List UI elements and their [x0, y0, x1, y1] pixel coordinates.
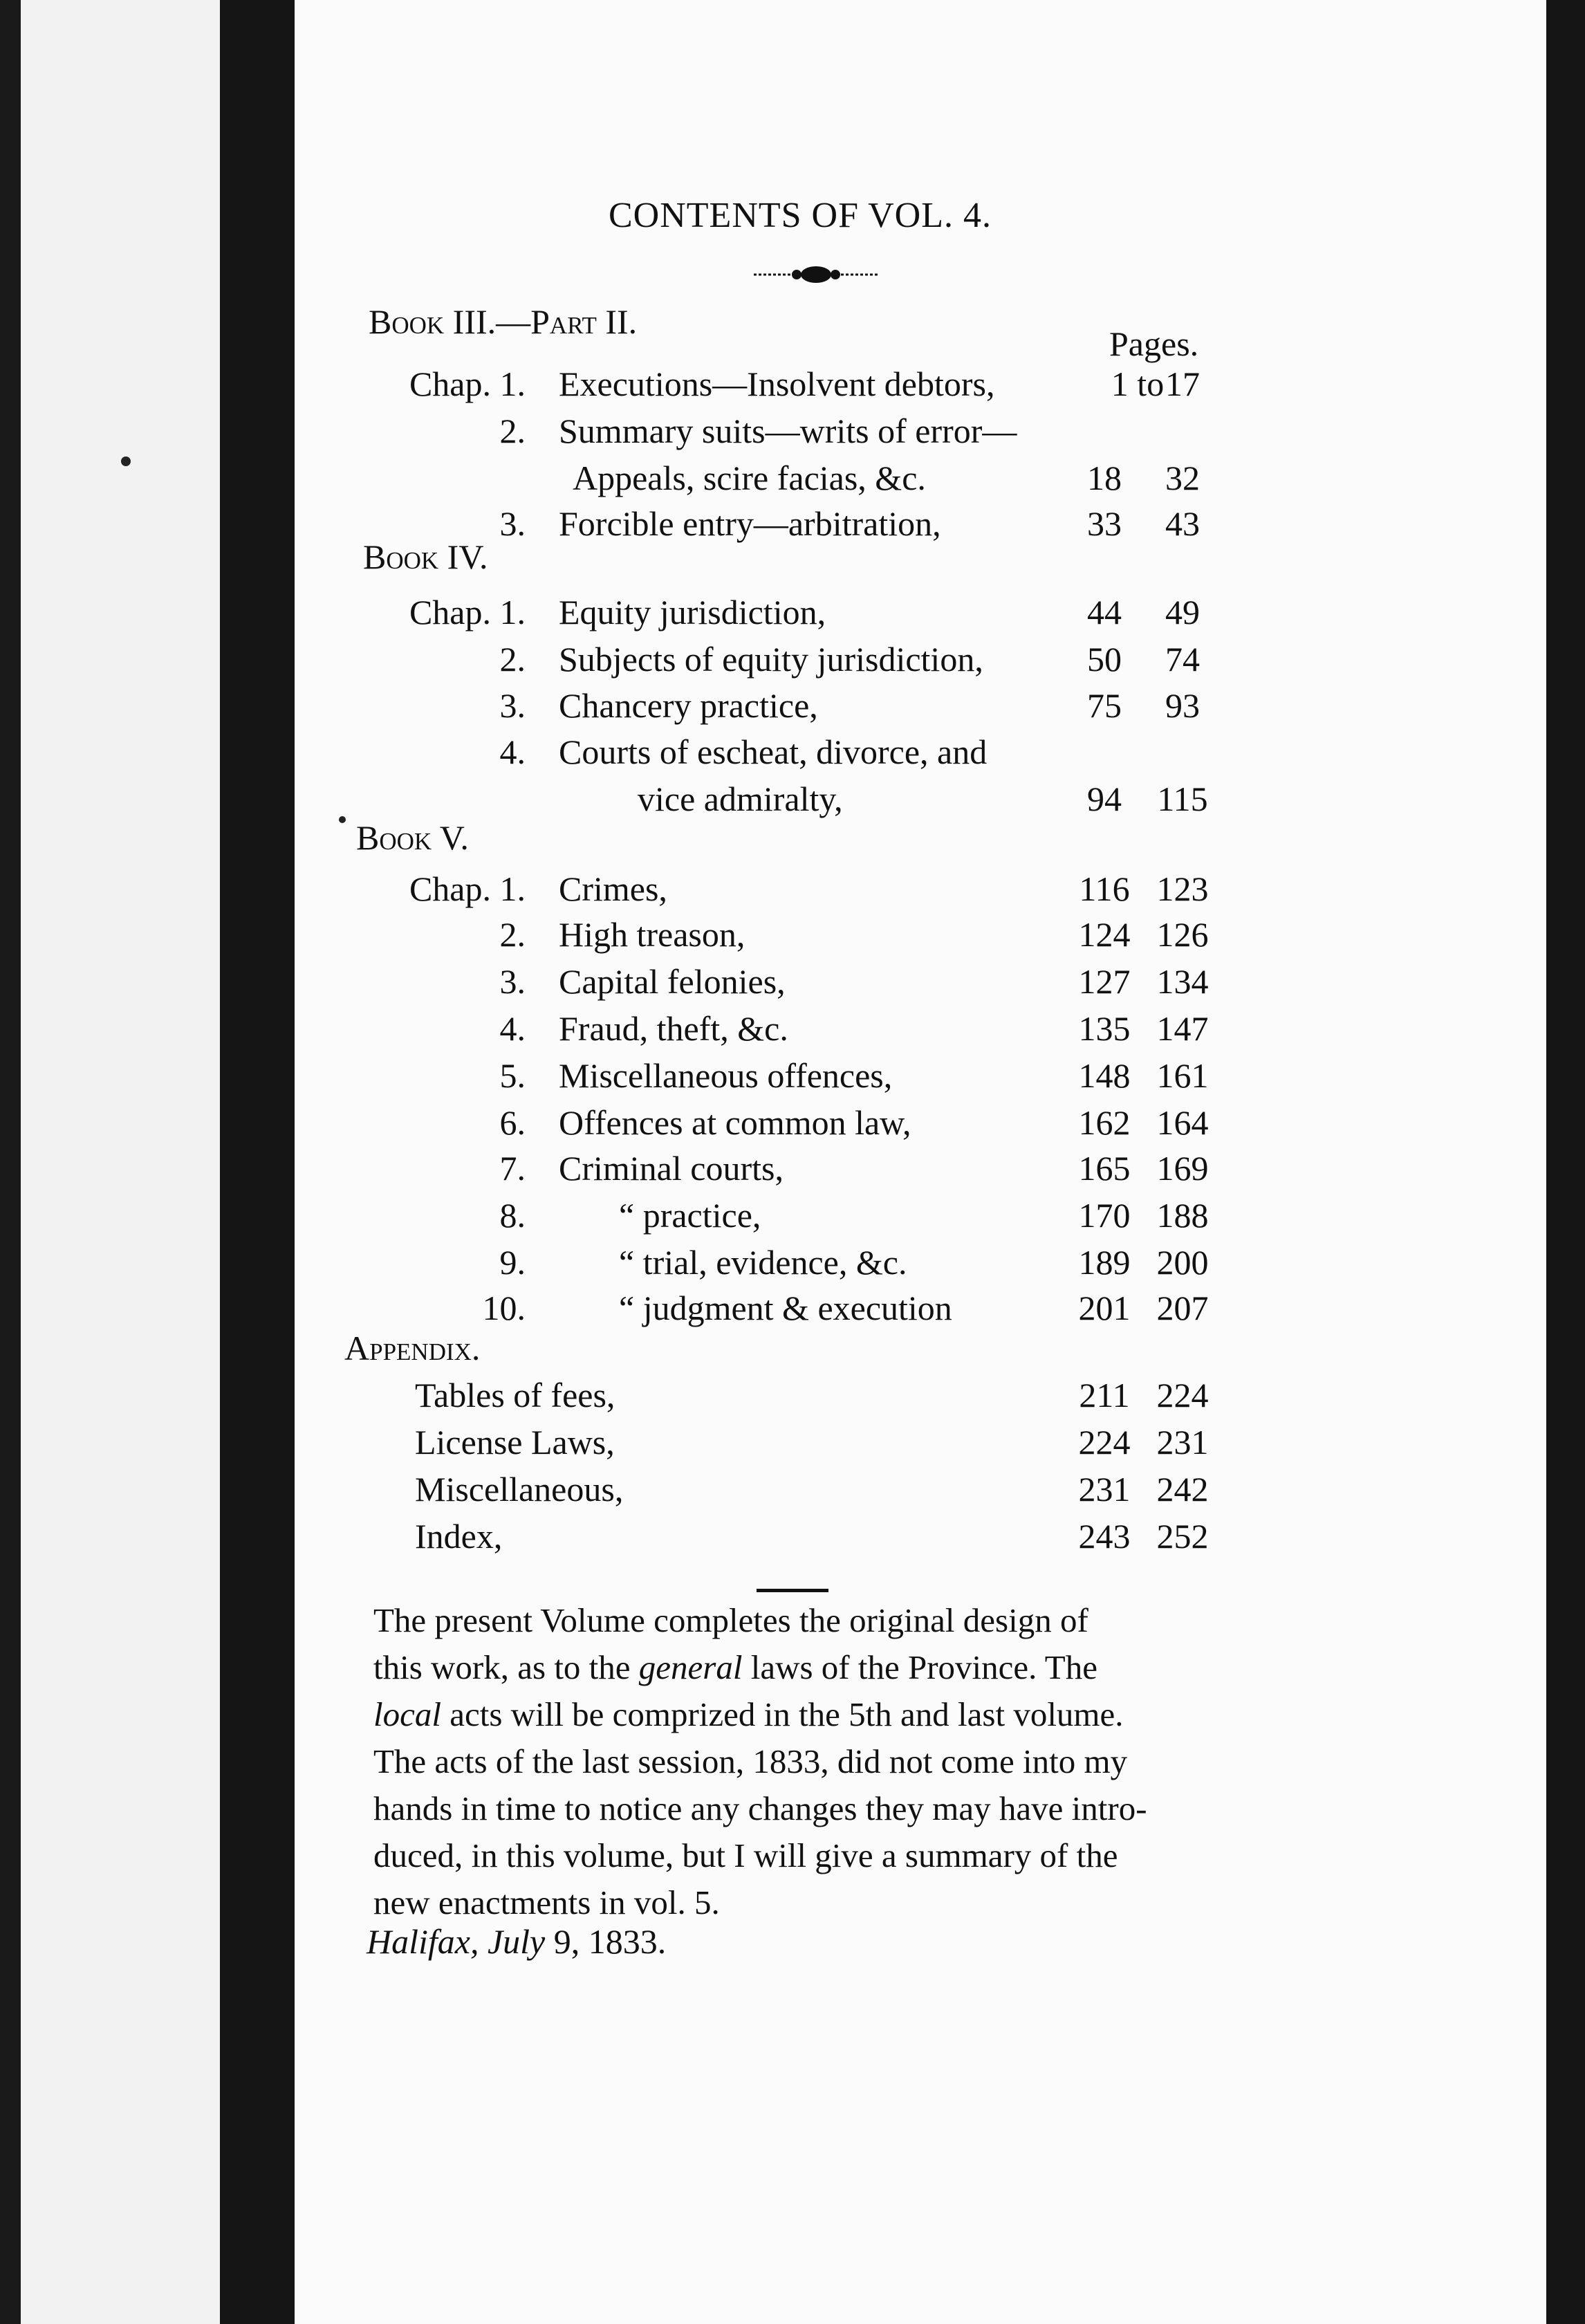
page-end: 188 — [1156, 1196, 1209, 1235]
note-text: this work, as to the — [373, 1648, 639, 1686]
page-end: 43 — [1165, 504, 1200, 543]
toc-entry-title: Forcible entry—arbitration, — [559, 504, 941, 543]
note-line — [373, 1650, 1097, 1684]
page-start: 189 — [1078, 1243, 1131, 1282]
page-start: 231 — [1078, 1470, 1131, 1509]
toc-entry-title: Fraud, theft, &c. — [559, 1009, 788, 1048]
binding-gutter — [220, 0, 295, 2324]
book-heading: Appendix. — [344, 1329, 481, 1367]
ink-speck — [121, 456, 131, 466]
page-start: 50 — [1087, 640, 1122, 679]
page-start: 124 — [1078, 915, 1131, 954]
toc-entry-title: Miscellaneous, — [415, 1470, 624, 1509]
note-text: acts will be comprized in the 5th and last volume. — [441, 1695, 1124, 1733]
note-line: new enactments in vol. 5. — [373, 1883, 720, 1921]
page-end: 49 — [1165, 593, 1200, 631]
page-start: 127 — [1078, 962, 1131, 1001]
page-start: 44 — [1087, 593, 1122, 631]
chapter-number: 8. — [499, 1196, 526, 1235]
ornament-divider-icon — [754, 264, 878, 285]
toc-entry-title: Tables of fees, — [415, 1376, 615, 1414]
note-text: laws of the Province. The — [742, 1648, 1097, 1686]
chapter-number: Chap. 1. — [409, 365, 526, 403]
toc-entry-title: “ judgment & execution — [619, 1289, 952, 1327]
chapter-number: 3. — [499, 686, 526, 725]
note-line: hands in time to notice any changes they may have intro- — [373, 1789, 1147, 1827]
page-start: 170 — [1078, 1196, 1131, 1235]
page-start: 18 — [1087, 459, 1122, 497]
chapter-number: 10. — [482, 1289, 526, 1327]
chapter-number: Chap. 1. — [409, 593, 526, 631]
page-end: 161 — [1156, 1056, 1209, 1095]
note-line: duced, in this volume, but I will give a summary of the — [373, 1836, 1118, 1874]
page-start: 33 — [1087, 504, 1122, 543]
facing-page-edge — [0, 0, 220, 2324]
page-start: 75 — [1087, 686, 1122, 725]
chapter-number: 2. — [499, 915, 526, 954]
chapter-number: 5. — [499, 1056, 526, 1095]
chapter-number: 3. — [499, 962, 526, 1001]
pages-heading: Pages. — [1109, 324, 1199, 363]
page-start: 1 to — [1111, 365, 1165, 403]
note-emphasis: local — [373, 1695, 441, 1733]
toc-entry-title: Offences at common law, — [559, 1103, 911, 1142]
note-line: The acts of the last session, 1833, did not come into my — [373, 1742, 1128, 1780]
chapter-number: 7. — [499, 1149, 526, 1188]
toc-entry-title: “ trial, evidence, &c. — [619, 1243, 907, 1282]
toc-entry-title: Miscellaneous offences, — [559, 1056, 893, 1095]
page-end: 224 — [1156, 1376, 1209, 1414]
toc-entry-title: License Laws, — [415, 1423, 615, 1461]
toc-entry-title: Crimes, — [559, 869, 667, 908]
toc-entry-title: vice admiralty, — [638, 780, 843, 818]
page-end: 126 — [1156, 915, 1209, 954]
toc-entry-title: Summary suits—writs of error— — [559, 412, 1017, 450]
toc-entry-title: Equity jurisdiction, — [559, 593, 826, 631]
page-start: 94 — [1087, 780, 1122, 818]
page-end: 207 — [1156, 1289, 1209, 1327]
scan-border-right — [1546, 0, 1585, 2324]
chapter-number: 4. — [499, 1009, 526, 1048]
page-start: 148 — [1078, 1056, 1131, 1095]
book-heading: Book III.—Part II. — [369, 302, 638, 341]
chapter-number: 2. — [499, 640, 526, 679]
scan-border-left — [0, 0, 21, 2324]
toc-entry-title: High treason, — [559, 915, 745, 954]
chapter-number: 4. — [499, 732, 526, 771]
page-end: 32 — [1165, 459, 1200, 497]
signature-line — [367, 1921, 666, 1962]
page-end: 123 — [1156, 869, 1209, 908]
page-end: 164 — [1156, 1103, 1209, 1142]
page-end: 134 — [1156, 962, 1209, 1001]
page-start: 211 — [1079, 1376, 1130, 1414]
toc-entry-title: Courts of escheat, divorce, and — [559, 732, 988, 771]
section-rule — [757, 1589, 828, 1592]
page-start: 201 — [1078, 1289, 1131, 1327]
page-end: 93 — [1165, 686, 1200, 725]
note-emphasis: general — [638, 1648, 743, 1686]
ink-speck — [339, 816, 346, 823]
note-line: The present Volume completes the original design of — [373, 1601, 1088, 1639]
page-end: 74 — [1165, 640, 1200, 679]
book-heading: Book V. — [356, 818, 469, 857]
chapter-number: 2. — [499, 412, 526, 450]
page-end: 231 — [1156, 1423, 1209, 1461]
toc-entry-title: Index, — [415, 1517, 503, 1556]
page-end: 242 — [1156, 1470, 1209, 1509]
toc-entry-title: Capital felonies, — [559, 962, 786, 1001]
signature-date: 9, 1833. — [545, 1922, 667, 1961]
page-end: 200 — [1156, 1243, 1209, 1282]
page-start: 162 — [1078, 1103, 1131, 1142]
page-end: 169 — [1156, 1149, 1209, 1188]
toc-entry-title: Chancery practice, — [559, 686, 818, 725]
page-start: 224 — [1078, 1423, 1131, 1461]
toc-entry-title: Executions—Insolvent debtors, — [559, 365, 995, 403]
page-end: 252 — [1156, 1517, 1209, 1556]
page-start: 116 — [1079, 869, 1130, 908]
chapter-number: 3. — [499, 504, 526, 543]
toc-entry-title: Subjects of equity jurisdiction, — [559, 640, 983, 679]
chapter-number: 9. — [499, 1243, 526, 1282]
note-line — [373, 1697, 1124, 1731]
page-start: 135 — [1078, 1009, 1131, 1048]
chapter-number: Chap. 1. — [409, 869, 526, 908]
page-title: CONTENTS OF VOL. 4. — [609, 196, 992, 235]
toc-entry-title: Appeals, scire facias, &c. — [573, 459, 926, 497]
book-heading: Book IV. — [363, 537, 488, 576]
page-end: 115 — [1157, 780, 1208, 818]
toc-entry-title: “ practice, — [619, 1196, 761, 1235]
page-end: 147 — [1156, 1009, 1209, 1048]
toc-entry-title: Criminal courts, — [559, 1149, 784, 1188]
chapter-number: 6. — [499, 1103, 526, 1142]
page-start: 165 — [1078, 1149, 1131, 1188]
page-start: 243 — [1078, 1517, 1131, 1556]
page-end: 17 — [1165, 365, 1200, 403]
signature-place: Halifax, July — [367, 1922, 546, 1961]
